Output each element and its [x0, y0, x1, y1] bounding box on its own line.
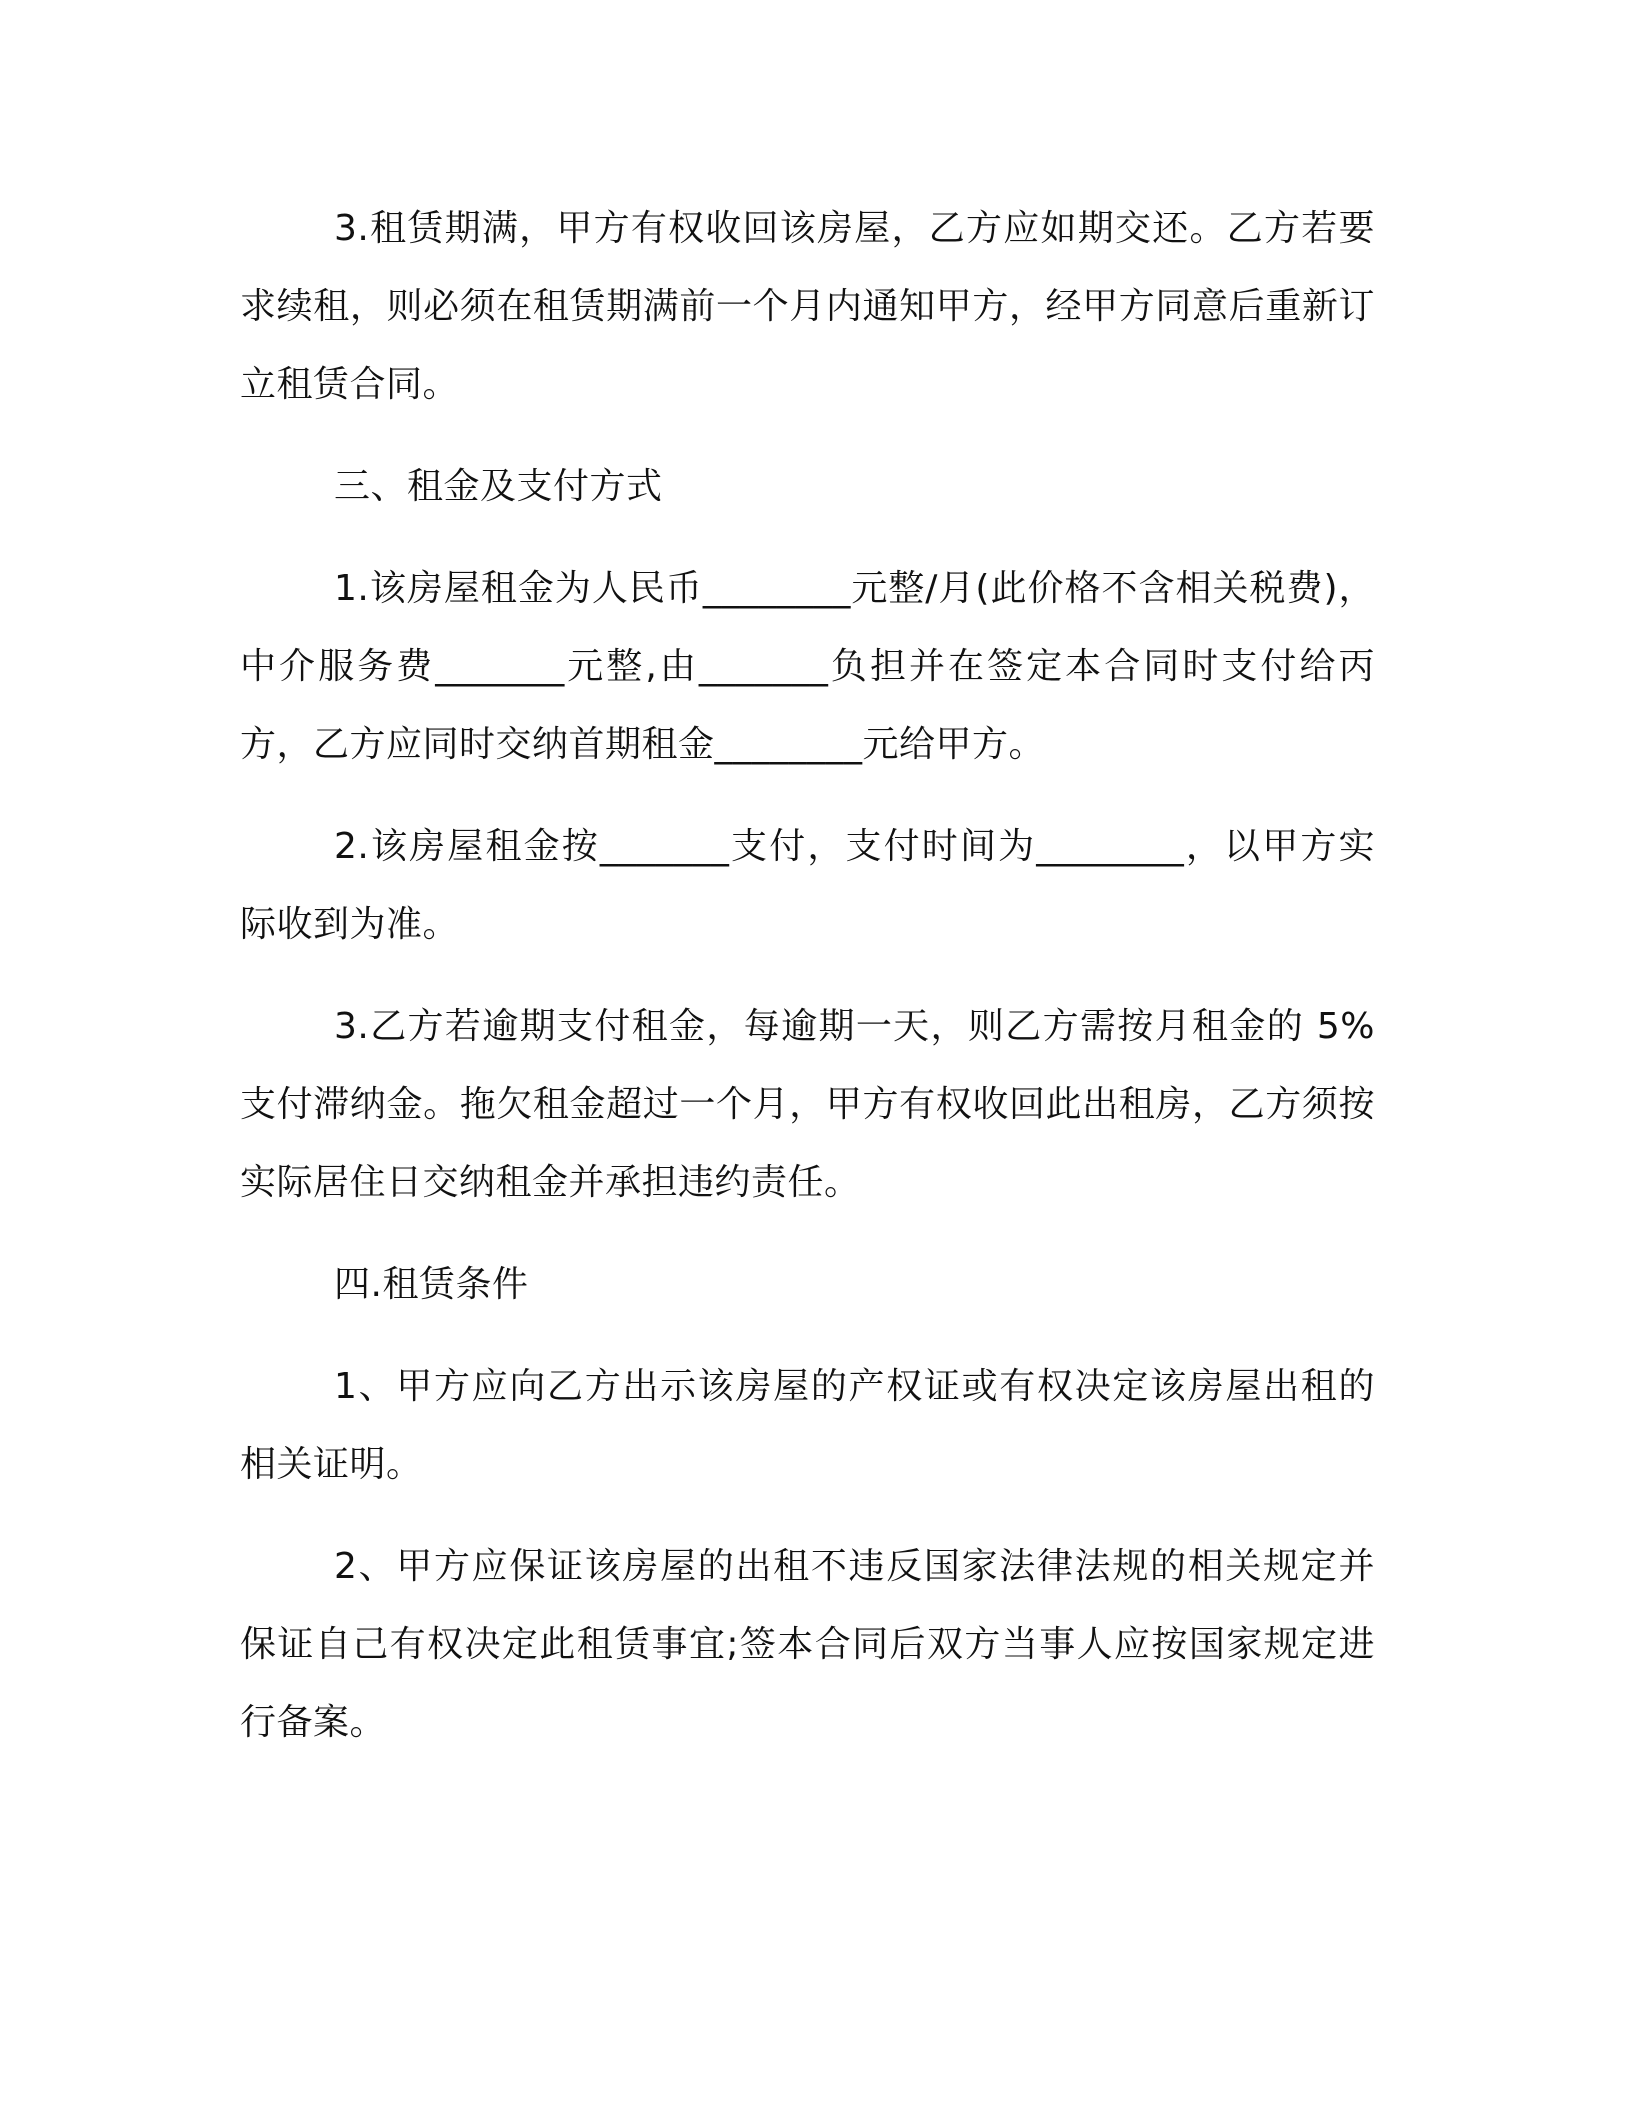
- clause-payment-schedule: 2.该房屋租金按_______支付，支付时间为________，以甲方实际收到为准。: [240, 826, 1375, 945]
- section-heading-lease-conditions: 四.租赁条件: [334, 1264, 529, 1305]
- clause-rent-amount: 1.该房屋租金为人民币________元整/月(此价格不含相关税费)，中介服务费_______元整,由_______负担并在签定本合同时支付给丙方，乙方应同时交纳首期租金________元给甲方。: [240, 568, 1375, 765]
- clause-late-fee: 3.乙方若逾期支付租金，每逾期一天，则乙方需按月租金的 5%支付滞纳金。拖欠租金超过一个月，甲方有权收回此出租房，乙方须按实际居住日交纳租金并承担违约责任。: [240, 1006, 1375, 1203]
- clause-legal-compliance: 2、甲方应保证该房屋的出租不违反国家法律法规的相关规定并保证自己有权决定此租赁事宜;签本合同后双方当事人应按国家规定进行备案。: [240, 1546, 1375, 1743]
- clause-property-certificate: 1、甲方应向乙方出示该房屋的产权证或有权决定该房屋出租的相关证明。: [240, 1366, 1375, 1485]
- clause-renewal: 3.租赁期满，甲方有权收回该房屋，乙方应如期交还。乙方若要求续租，则必须在租赁期满前一个月内通知甲方，经甲方同意后重新订立租赁合同。: [240, 208, 1375, 405]
- section-heading-rent-payment: 三、租金及支付方式: [334, 466, 663, 507]
- document-body: [240, 190, 1375, 1762]
